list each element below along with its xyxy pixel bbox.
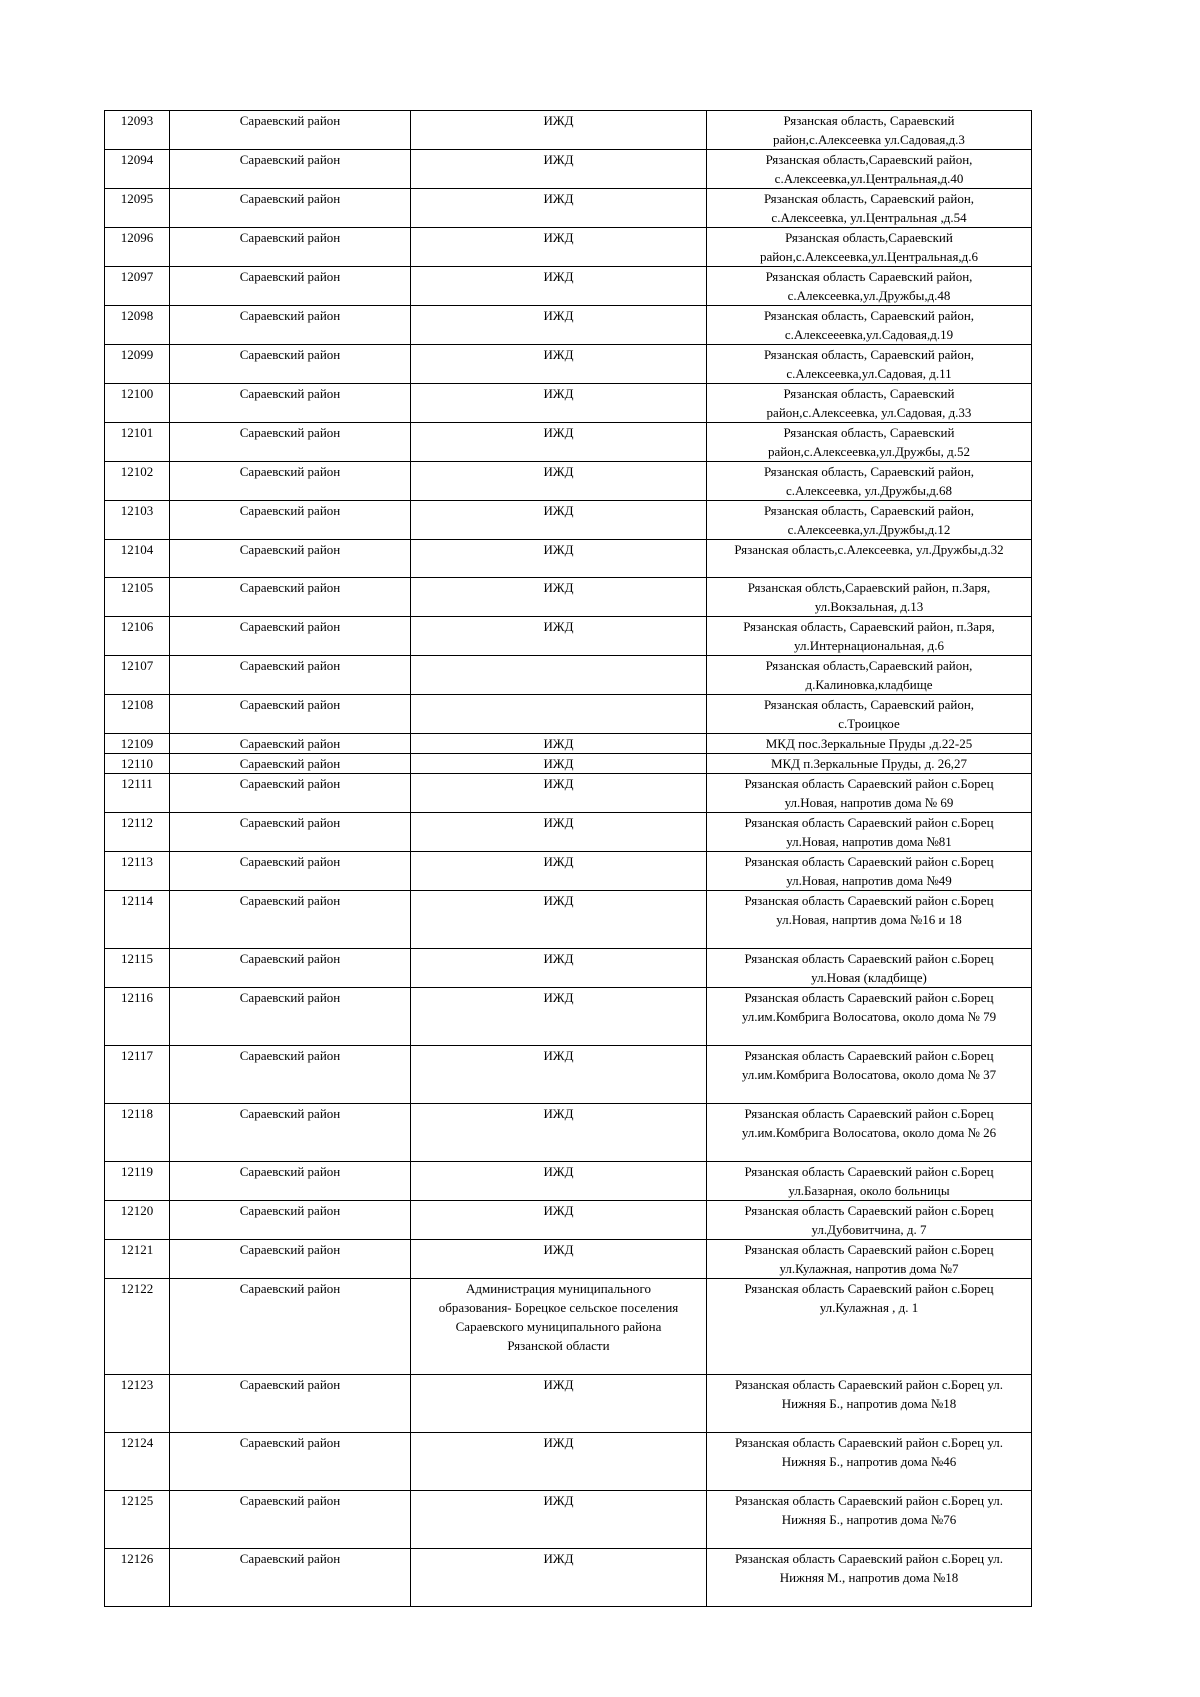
cell-district: Сараевский район [170,754,411,774]
table-row [105,540,1032,578]
cell-type: ИЖД [411,1491,707,1549]
cell-type: ИЖД [411,852,707,891]
table-row [105,423,1032,462]
cell-district: Сараевский район [170,852,411,891]
cell-number: 12098 [105,306,170,345]
cell-district: Сараевский район [170,306,411,345]
cell-type: ИЖД [411,734,707,754]
cell-address: Рязанская область Сараевский район с.Борец ул.Новая, напротив дома №49 [707,852,1032,891]
cell-address: Рязанская область,с.Алексеевка, ул.Дружбы,д.32 [707,540,1032,578]
cell-district: Сараевский район [170,1549,411,1607]
cell-address: Рязанская область Сараевский район с.Борец ул. Нижняя М., напротив дома №18 [707,1549,1032,1607]
cell-district: Сараевский район [170,1046,411,1104]
table-row [105,501,1032,540]
cell-district: Сараевский район [170,891,411,949]
cell-address: Рязанская облсть,Сараевский район, п.Заря, ул.Вокзальная, д.13 [707,578,1032,617]
table-row [105,813,1032,852]
cell-district: Сараевский район [170,774,411,813]
table-row [105,695,1032,734]
cell-number: 12125 [105,1491,170,1549]
table-row [105,1104,1032,1162]
cell-district: Сараевский район [170,1201,411,1240]
cell-address: Рязанская область, Сараевский район, с.Троицкое [707,695,1032,734]
cell-type: ИЖД [411,1433,707,1491]
table-row [105,774,1032,813]
cell-number: 12109 [105,734,170,754]
cell-number: 12094 [105,150,170,189]
cell-district: Сараевский район [170,111,411,150]
cell-address: Рязанская область Сараевский район с.Борец ул.Новая, напротив дома № 69 [707,774,1032,813]
cell-type: ИЖД [411,267,707,306]
cell-type: ИЖД [411,1046,707,1104]
table-row [105,1549,1032,1607]
table-row [105,111,1032,150]
table-row [105,1491,1032,1549]
cell-address: Рязанская область, Сараевский район,с.Алексеевка, ул.Садовая, д.33 [707,384,1032,423]
cell-number: 12112 [105,813,170,852]
table-row [105,345,1032,384]
table-row [105,1201,1032,1240]
cell-district: Сараевский район [170,150,411,189]
cell-address: Рязанская область, Сараевский район, с.Алексеевка,ул.Дружбы,д.12 [707,501,1032,540]
cell-district: Сараевский район [170,988,411,1046]
cell-district: Сараевский район [170,423,411,462]
cell-type: ИЖД [411,774,707,813]
cell-address: Рязанская область,Сараевский район, с.Алексеевка,ул.Центральная,д.40 [707,150,1032,189]
cell-type: ИЖД [411,1240,707,1279]
cell-address: Рязанская область, Сараевский район, с.Алексеевка, ул.Центральная ,д.54 [707,189,1032,228]
cell-district: Сараевский район [170,1491,411,1549]
cell-district: Сараевский район [170,1433,411,1491]
table-row [105,578,1032,617]
cell-address: Рязанская область Сараевский район, с.Алексеевка,ул.Дружбы,д.48 [707,267,1032,306]
cell-number: 12108 [105,695,170,734]
cell-type: ИЖД [411,345,707,384]
table-row [105,617,1032,656]
cell-district: Сараевский район [170,345,411,384]
cell-address: Рязанская область, Сараевский район, с.Алексеевка,ул.Садовая, д.11 [707,345,1032,384]
cell-address: Рязанская область Сараевский район с.Борец ул.им.Комбрига Волосатова, около дома № 37 [707,1046,1032,1104]
cell-number: 12095 [105,189,170,228]
cell-district: Сараевский район [170,501,411,540]
table-row [105,1279,1032,1375]
table-row [105,988,1032,1046]
cell-district: Сараевский район [170,1375,411,1433]
cell-number: 12122 [105,1279,170,1375]
cell-address: Рязанская область Сараевский район с.Борец ул.Кулажная , д. 1 [707,1279,1032,1375]
table-row [105,949,1032,988]
cell-district: Сараевский район [170,1279,411,1375]
cell-district: Сараевский район [170,813,411,852]
table-row [105,656,1032,695]
cell-type: ИЖД [411,1201,707,1240]
cell-type: ИЖД [411,1375,707,1433]
table-row [105,384,1032,423]
cell-address: Рязанская область Сараевский район с.Борец ул.Новая, напротив дома №81 [707,813,1032,852]
cell-district: Сараевский район [170,949,411,988]
cell-type: ИЖД [411,813,707,852]
cell-type: ИЖД [411,189,707,228]
table-row [105,189,1032,228]
cell-type: ИЖД [411,578,707,617]
cell-number: 12120 [105,1201,170,1240]
cell-number: 12101 [105,423,170,462]
table-row [105,1162,1032,1201]
cell-address: Рязанская область, Сараевский район, п.Заря, ул.Интернациональная, д.6 [707,617,1032,656]
cell-number: 12117 [105,1046,170,1104]
cell-district: Сараевский район [170,228,411,267]
cell-type: ИЖД [411,949,707,988]
cell-address: Рязанская область Сараевский район с.Борец ул.Дубовитчина, д. 7 [707,1201,1032,1240]
cell-district: Сараевский район [170,1162,411,1201]
cell-number: 12103 [105,501,170,540]
cell-district: Сараевский район [170,734,411,754]
table-row [105,228,1032,267]
table-row [105,734,1032,754]
cell-address: Рязанская область,Сараевский район,с.Алексеевка,ул.Центральная,д.6 [707,228,1032,267]
cell-address: Рязанская область, Сараевский район, с.Алексееевка,ул.Садовая,д.19 [707,306,1032,345]
cell-type: ИЖД [411,1549,707,1607]
cell-type: ИЖД [411,306,707,345]
cell-district: Сараевский район [170,1240,411,1279]
cell-district: Сараевский район [170,1104,411,1162]
cell-number: 12116 [105,988,170,1046]
cell-number: 12097 [105,267,170,306]
cell-number: 12110 [105,754,170,774]
table-row [105,150,1032,189]
cell-type: ИЖД [411,228,707,267]
cell-number: 12100 [105,384,170,423]
cell-address: Рязанская область Сараевский район с.Борец ул.им.Комбрига Волосатова, около дома № 26 [707,1104,1032,1162]
cell-district: Сараевский район [170,695,411,734]
cell-number: 12118 [105,1104,170,1162]
cell-number: 12119 [105,1162,170,1201]
cell-address: Рязанская область, Сараевский район, с.Алексеевка, ул.Дружбы,д.68 [707,462,1032,501]
cell-address: Рязанская область Сараевский район с.Борец ул.им.Комбрига Волосатова, около дома № 79 [707,988,1032,1046]
cell-address: Рязанская область Сараевский район с.Борец ул. Нижняя Б., напротив дома №18 [707,1375,1032,1433]
cell-number: 12114 [105,891,170,949]
cell-district: Сараевский район [170,267,411,306]
register-body [105,111,1032,1607]
table-row [105,1046,1032,1104]
cell-type: ИЖД [411,1104,707,1162]
cell-district: Сараевский район [170,540,411,578]
cell-number: 12124 [105,1433,170,1491]
cell-type: Администрация муниципального образования- Борецкое сельское поселения Сараевского муниципального района Рязанской области [411,1279,707,1375]
table-row [105,267,1032,306]
cell-district: Сараевский район [170,617,411,656]
cell-number: 12115 [105,949,170,988]
cell-address: Рязанская область Сараевский район с.Борец ул.Новая, напртив дома №16 и 18 [707,891,1032,949]
cell-number: 12093 [105,111,170,150]
cell-district: Сараевский район [170,578,411,617]
cell-type: ИЖД [411,150,707,189]
table-row [105,852,1032,891]
cell-type [411,656,707,695]
table-row [105,1240,1032,1279]
cell-number: 12096 [105,228,170,267]
cell-type: ИЖД [411,501,707,540]
cell-number: 12113 [105,852,170,891]
cell-number: 12111 [105,774,170,813]
cell-type: ИЖД [411,111,707,150]
cell-address: МКД пос.Зеркальные Пруды ,д.22-25 [707,734,1032,754]
cell-type: ИЖД [411,384,707,423]
cell-address: Рязанская область Сараевский район с.Борец ул.Базарная, около больницы [707,1162,1032,1201]
cell-number: 12104 [105,540,170,578]
cell-type: ИЖД [411,1162,707,1201]
cell-type: ИЖД [411,423,707,462]
cell-address: Рязанская область Сараевский район с.Борец ул.Новая (кладбище) [707,949,1032,988]
cell-number: 12102 [105,462,170,501]
cell-number: 12107 [105,656,170,695]
table-row [105,891,1032,949]
cell-district: Сараевский район [170,656,411,695]
cell-type: ИЖД [411,891,707,949]
cell-address: МКД п.Зеркальные Пруды, д. 26,27 [707,754,1032,774]
cell-address: Рязанская область Сараевский район с.Борец ул. Нижняя Б., напротив дома №76 [707,1491,1032,1549]
cell-address: Рязанская область, Сараевский район,с.Алексеевка ул.Садовая,д.3 [707,111,1032,150]
cell-type: ИЖД [411,754,707,774]
cell-address: Рязанская область, Сараевский район,с.Алексеевка,ул.Дружбы, д.52 [707,423,1032,462]
cell-number: 12106 [105,617,170,656]
cell-address: Рязанская область Сараевский район с.Борец ул.Кулажная, напротив дома №7 [707,1240,1032,1279]
cell-number: 12099 [105,345,170,384]
cell-number: 12105 [105,578,170,617]
cell-type: ИЖД [411,617,707,656]
cell-district: Сараевский район [170,462,411,501]
cell-district: Сараевский район [170,384,411,423]
cell-number: 12121 [105,1240,170,1279]
cell-address: Рязанская область,Сараевский район, д.Калиновка,кладбище [707,656,1032,695]
table-row [105,754,1032,774]
cell-type [411,695,707,734]
cell-district: Сараевский район [170,189,411,228]
cell-number: 12126 [105,1549,170,1607]
cell-number: 12123 [105,1375,170,1433]
register-table [104,110,1032,1607]
table-row [105,1433,1032,1491]
table-row [105,462,1032,501]
cell-type: ИЖД [411,540,707,578]
table-row [105,1375,1032,1433]
cell-type: ИЖД [411,988,707,1046]
cell-type: ИЖД [411,462,707,501]
table-row [105,306,1032,345]
cell-address: Рязанская область Сараевский район с.Борец ул. Нижняя Б., напротив дома №46 [707,1433,1032,1491]
